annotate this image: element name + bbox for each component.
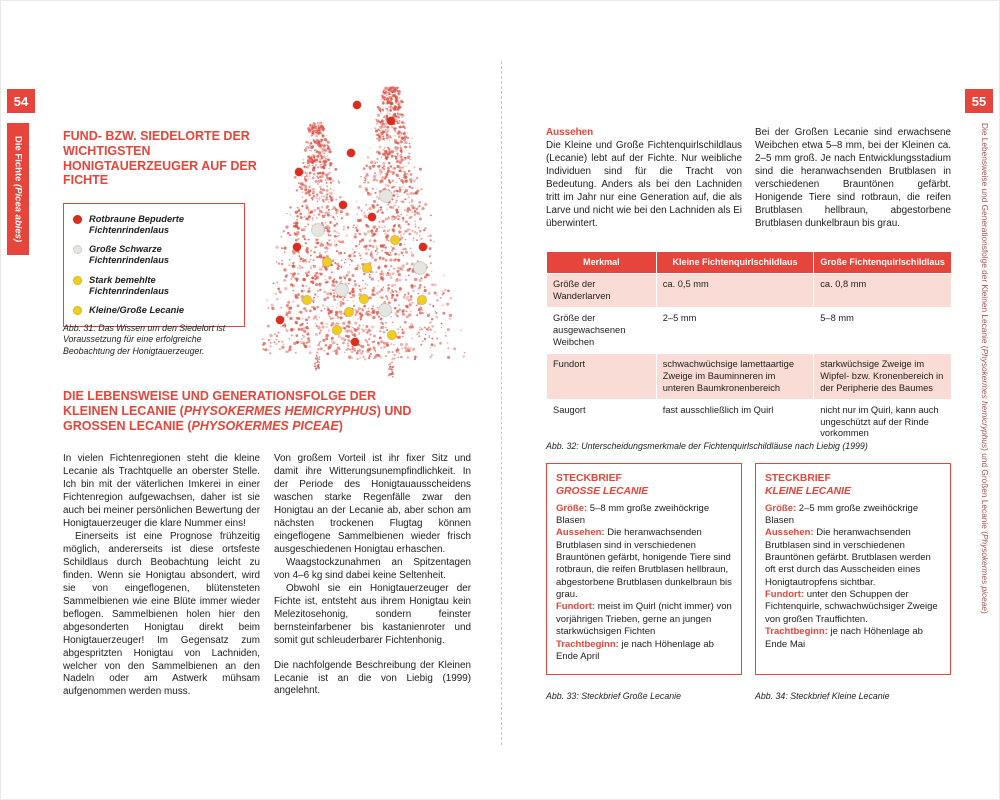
paragraph: Die nachfolgende Beschreibung der Kleinen Lecanie ist an die von Liebig (1999) angelehnt. (274, 659, 471, 697)
aussehen-heading: Aussehen (546, 127, 594, 138)
field-value: je nach Höhenlage ab Ende April (556, 638, 714, 662)
table-cell: Größe der ausgewachsenen Weibchen (547, 308, 657, 354)
table-header-kleine: Kleine Fichtenquirlschildlaus (656, 252, 814, 274)
steckbrief-field-fundort (765, 589, 941, 626)
table-cell: Fundort (547, 354, 657, 400)
species-name: Physokermes hemicryphus (980, 348, 990, 449)
figure-32-caption: Abb. 32: Unterscheidungsmerkmale der Fichtenquirlschildläuse nach Liebig (1999) (546, 441, 868, 451)
left-column (63, 453, 260, 699)
section-heading-fundorte: FUND- BZW. SIEDELORTE DER WICHTIGSTEN HONIGTAUERZEUGER AUF DER FICHTE (63, 129, 257, 188)
steckbrief-field-fundort (556, 601, 732, 638)
field-label: Fundort: (556, 601, 596, 613)
steckbrief-field-trachtbeginn (765, 626, 941, 651)
field-label: Trachtbeginn: (765, 626, 828, 638)
legend-label: Stark bemehlte Fichtenrindenlaus (89, 274, 170, 296)
legend-box (63, 203, 245, 327)
heading-text: ) (338, 419, 343, 433)
table-cell: 5–8 mm (814, 308, 952, 354)
spruce-trees-illustration (239, 77, 474, 397)
table-cell: ca. 0,5 mm (656, 274, 814, 308)
steckbrief-title: STECKBRIEF (765, 473, 831, 484)
margin-title-text: Die Lebensweise und Generationsfolge der Kleinen Lecanie ( (980, 123, 990, 349)
table-cell: schwachwüchsige lamettaartige Zweige im Bauminneren im unteren Baumkronenbereich (656, 354, 814, 400)
heading-text: ) UND GROSSEN LECANIE ( (63, 404, 412, 433)
steckbrief-grosse-lecanie (546, 463, 742, 675)
paragraph: Einerseits ist eine Prognose frühzeitig möglich, andererseits ist diese ortsfeste Schildlaus durch Beobachtung leicht zu finden. Wenn sie Honigtau absondert, wird sie von eingeflogenen, blütensteten Sammelbienen wie eine Blüte immer wieder beflogen. Sammelbienen holen hier den abgesonderten Honigtau direkt beim Honigtauerzeuger! Im Gegensatz zum abgespritzten Honigtau von Lachniden, welcher von den Sammelbienen an den Nadeln oder am Astwerk mühsam aufgenommen werden muss. (63, 530, 260, 698)
field-label: Fundort: (765, 589, 805, 601)
right-column (274, 453, 471, 699)
table-header-merkmal: Merkmal (547, 252, 657, 274)
legend-item (73, 214, 235, 236)
table-cell: starkwüchsige Zweige im Wipfel- bzw. Kronenbereich in der Peripherie des Baumes (814, 354, 952, 400)
legend-item (73, 305, 235, 316)
legend-label: Rotbraune Bepuderte Fichtenrindenlaus (89, 214, 185, 236)
table-row (547, 400, 952, 446)
field-label: Trachtbeginn: (556, 638, 619, 650)
legend-item (73, 244, 235, 266)
table-row (547, 308, 952, 354)
table-cell: 2–5 mm (656, 308, 814, 354)
legend-label: Große Schwarze Fichtenrindenlaus (89, 244, 170, 266)
field-label: Größe: (765, 502, 797, 514)
field-value: je nach Höhenlage ab Ende Mai (765, 626, 923, 650)
chapter-tab-text: Die Fichte (12, 135, 24, 184)
species-name: PHYSOKERMES PICEAE (191, 419, 339, 433)
field-value: meist im Quirl (nicht immer) von vorjährigen Trieben, gerne an jungen starkwüchsigen Fichten (556, 601, 732, 638)
steckbrief-kleine-lecanie (755, 463, 951, 675)
gray-dot-icon (73, 245, 82, 254)
comparison-table (546, 251, 952, 446)
field-label: Aussehen: (765, 527, 814, 539)
field-label: Größe: (556, 502, 588, 514)
steckbrief-subtitle: GROSSE LECANIE (556, 485, 649, 497)
steckbrief-title: STECKBRIEF (556, 473, 622, 484)
paragraph: Von großem Vorteil ist ihr fixer Sitz und damit ihre Witterungsunempfindlichkeit. In der Periode des Honigtauausscheidens waschen starke Regenfälle zwar den Honigtau an der Lecanie ab, aber schon am nächsten trockenen Flugtag können eingeflogene Sammelbienen wieder frisch ausgeschiedenen Honigtau erhaschen. (274, 453, 471, 555)
yellow-dot-icon (73, 306, 82, 315)
page-divider (501, 61, 502, 745)
aussehen-column (546, 127, 742, 231)
table-header-grosse: Große Fichtenquirlschildlaus (814, 252, 952, 274)
table-row (547, 274, 952, 308)
paragraph: Bei der Großen Lecanie sind erwachsene Weibchen etwa 5–8 mm, bei der Kleinen ca. 2–5 mm groß. Je nach Entwicklungsstadium sind die heranwachsenden Brutblasen in verschiedenen Brauntönen gefärbt. Honigende Tiere sind rotbraun, die reifen Brutblasen hellbraun, abgestorbene Brutblasen dunkelbraun bis grau. (755, 127, 951, 229)
chapter-side-tab-label (13, 136, 24, 242)
steckbrief-field-aussehen (556, 527, 732, 601)
table-header-row (547, 252, 952, 274)
steckbrief-subtitle: KLEINE LECANIE (765, 485, 851, 497)
species-name: Physokermes piceae (980, 533, 990, 611)
figure-31-caption: Abb. 31: Das Wissen um den Siedelort ist Voraussetzung für eine erfolgreiche Beobachtung der Honigtauerzeuger. (63, 323, 226, 356)
field-label: Aussehen: (556, 527, 605, 539)
field-value: Die heranwachsenden Brutblasen sind in verschiedenen Brauntönen gefärbt. Brutblasen werden oft erst durch das Ausscheiden eines Honigtautropfens sichtbar. (765, 527, 931, 588)
paragraph: Obwohl sie ein Honigtauerzeuger der Fichte ist, entsteht aus ihrem Honigtau kein Melezitosehonig, sondern feinster bernsteinfarbener bis kastanienroter und somit gut schleuderbarer Fichtenhonig. (274, 582, 471, 646)
field-value: 2–5 mm große zweihöckrige Blasen (765, 502, 919, 527)
page-number-left: 54 (7, 89, 35, 113)
yellow-dot-icon (73, 276, 82, 285)
paragraph: Die Kleine und Große Fichtenquirlschildlaus (Lecanie) lebt auf der Fichte. Nur weibliche Individuen sind für die Tracht von Bedeutung. Anders als bei den Lachniden tritt im Jahr nur eine Generation auf, die als Larve und nicht wie bei den Lachniden als Ei überwintert. (546, 139, 742, 229)
chapter-side-tab (7, 123, 29, 255)
paragraph: In vielen Fichtenregionen steht die kleine Lecanie als Trachtquelle an oberster Stelle. Ich bin mit der väterlichen Imkerei in einer Fichtenregion aufgewachsen, daher ist sie auch bei meiner persönlichen Bewertung der Honigtauerzeuger die klare Nummer eins! (63, 453, 260, 529)
margin-title-text: ) und Großen Lecanie ( (980, 448, 990, 534)
description-column (755, 127, 951, 231)
table-cell: ca. 0,8 mm (814, 274, 952, 308)
table-cell: Größe der Wanderlarven (547, 274, 657, 308)
page-number-right: 55 (965, 89, 993, 113)
steckbrief-field-trachtbeginn (556, 639, 732, 664)
figure-34-caption: Abb. 34: Steckbrief Kleine Lecanie (755, 691, 890, 701)
margin-title-text: ) (980, 610, 990, 614)
field-value: 5–8 mm große zweihöckrige Blasen (556, 502, 710, 527)
chapter-tab-species: (Picea abies) (12, 183, 24, 243)
left-page-body (63, 453, 471, 699)
steckbrief-field-aussehen (765, 527, 941, 589)
paragraph: Waagstockzunahmen an Spitzentagen von 4–6 kg sind dabei keine Seltenheit. (274, 556, 471, 581)
table-cell: nicht nur im Quirl, kann auch ungeschützt auf der Rinde vorkommen (814, 400, 952, 446)
red-dot-icon (73, 215, 82, 224)
species-name: PHYSOKERMES HEMICRYPHUS (183, 404, 377, 418)
legend-label: Kleine/Große Lecanie (89, 304, 185, 315)
figure-33-caption: Abb. 33: Steckbrief Große Lecanie (546, 691, 681, 701)
steckbrief-field-groesse (765, 503, 941, 528)
table-cell: fast ausschließlich im Quirl (656, 400, 814, 446)
field-value: unter den Schuppen der Fichtenquirle, schwachwüchsiger Zweige von großen Trauffichten. (765, 589, 938, 625)
field-value: Die heranwachsenden Brutblasen sind in verschiedenen Brauntönen gefärbt, honigende Tiere sind rotbraun, die reifen Brutblasen hellbraun, abgestorbene Brutblasen dunkelbraun bis grau. (556, 527, 732, 601)
table-cell: Saugort (547, 400, 657, 446)
steckbrief-field-groesse (556, 503, 732, 528)
heading-text: DIE LEBENSWEISE UND GENERATIONSFOLGE DER KLEINEN LECANIE ( (63, 389, 376, 418)
legend-item (73, 275, 235, 297)
margin-chapter-title (980, 123, 990, 723)
table-row (547, 354, 952, 400)
section-heading-lebensweise (63, 389, 431, 434)
